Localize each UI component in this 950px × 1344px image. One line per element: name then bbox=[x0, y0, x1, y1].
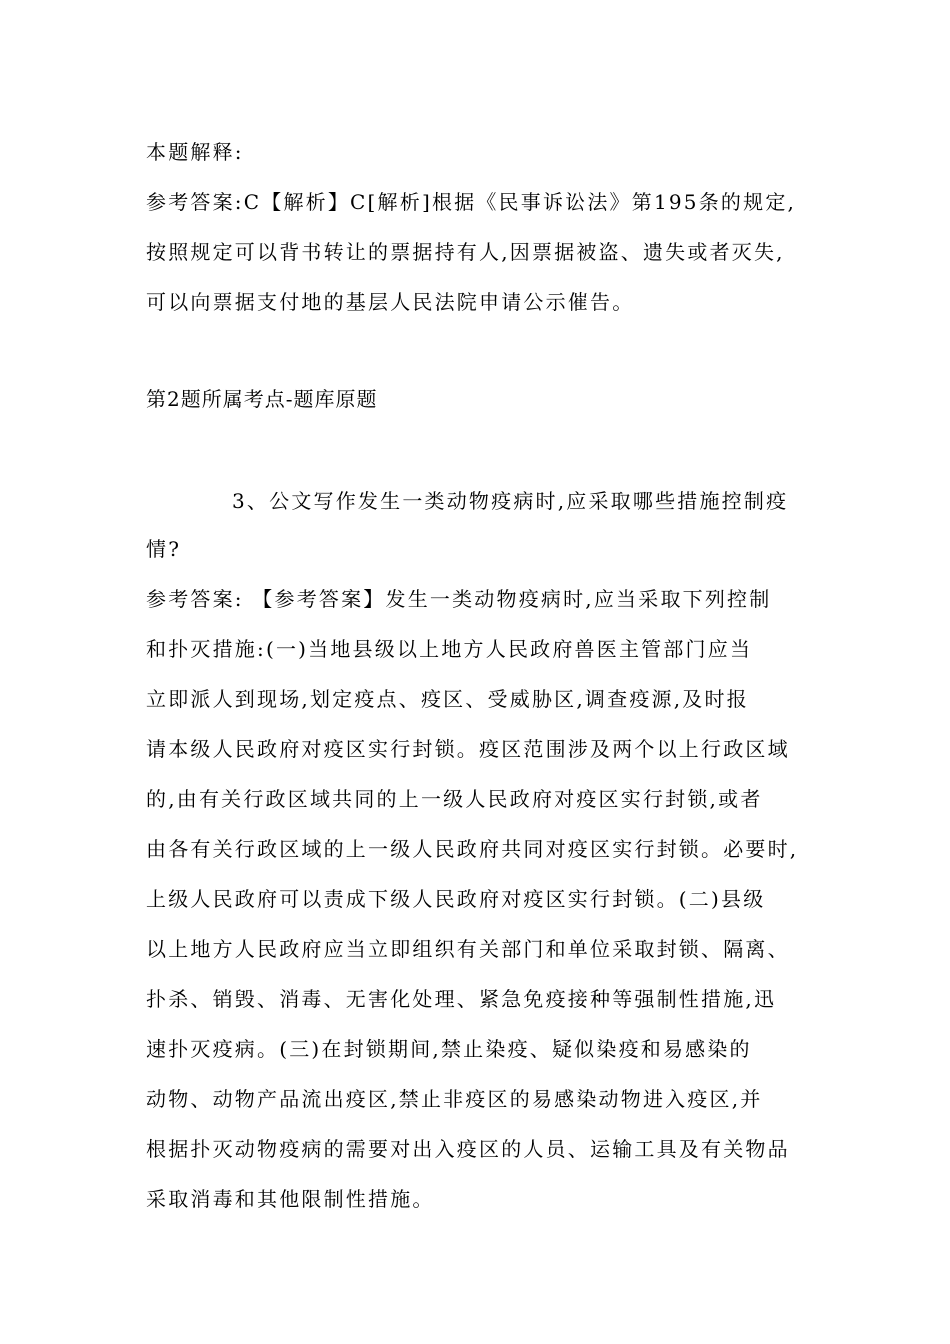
question-text: 3、公文写作发生一类动物疫病时,应采取哪些措施控制疫 bbox=[232, 489, 789, 513]
answer-line: 参考答案:C【解析】C[解析]根据《民事诉讼法》第195条的规定, bbox=[146, 190, 797, 214]
answer-line: 可以向票据支付地的基层人民法院申请公示催告。 bbox=[146, 290, 635, 314]
answer-line: 采取消毒和其他限制性措施。 bbox=[146, 1187, 435, 1211]
answer-line: 按照规定可以背书转让的票据持有人,因票据被盗、遗失或者灭失, bbox=[146, 240, 785, 264]
answer-line: 以上地方人民政府应当立即组织有关部门和单位采取封锁、隔离、 bbox=[146, 937, 790, 961]
answer-line: 由各有关行政区域的上一级人民政府共同对疫区实行封锁。必要时, bbox=[146, 837, 799, 861]
answer-line: 参考答案: 【参考答案】发生一类动物疫病时,应当采取下列控制 bbox=[146, 587, 772, 611]
answer-line: 请本级人民政府对疫区实行封锁。疫区范围涉及两个以上行政区域 bbox=[146, 737, 790, 761]
topic-heading: 第2题所属考点-题库原题 bbox=[146, 387, 378, 411]
answer-line: 扑杀、销毁、消毒、无害化处理、紧急免疫接种等强制性措施,迅 bbox=[146, 987, 777, 1011]
answer-line: 动物、动物产品流出疫区,禁止非疫区的易感染动物进入疫区,并 bbox=[146, 1087, 763, 1111]
answer-line: 速扑灭疫病。(三)在封锁期间,禁止染疫、疑似染疫和易感染的 bbox=[146, 1037, 752, 1061]
answer-line: 和扑灭措施:(一)当地县级以上地方人民政府兽医主管部门应当 bbox=[146, 637, 753, 661]
question-text: 情? bbox=[146, 537, 182, 561]
answer-line: 根据扑灭动物疫病的需要对出入疫区的人员、运输工具及有关物品 bbox=[146, 1137, 790, 1161]
answer-line: 上级人民政府可以责成下级人民政府对疫区实行封锁。(二)县级 bbox=[146, 887, 766, 911]
answer-line: 立即派人到现场,划定疫点、疫区、受威胁区,调查疫源,及时报 bbox=[146, 687, 749, 711]
answer-line: 的,由有关行政区域共同的上一级人民政府对疫区实行封锁,或者 bbox=[146, 787, 763, 811]
explanation-label: 本题解释: bbox=[146, 140, 244, 164]
